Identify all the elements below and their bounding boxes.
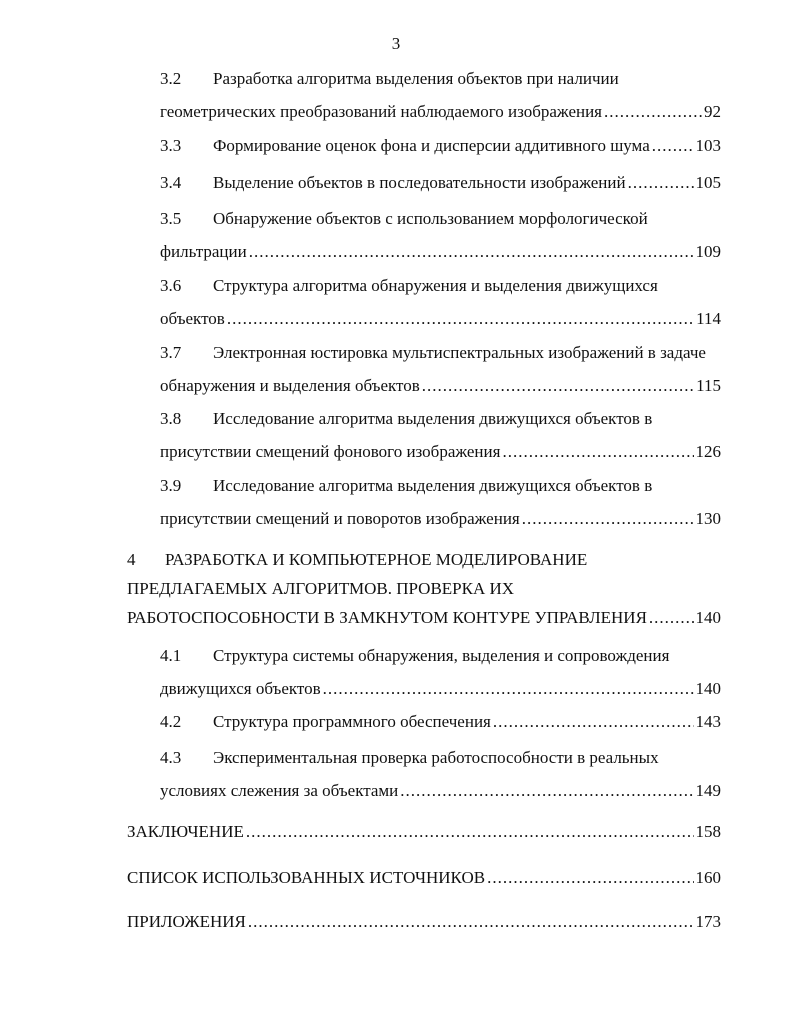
section-number: 3.5 [160,209,182,228]
toc-entry-3-2 [160,64,721,130]
toc-references [127,863,721,893]
section-number: 3.4 [160,173,182,192]
section-title: Структура программного обеспечения [213,712,491,731]
section-number: 3.8 [160,409,182,428]
page-ref: 173 [695,912,721,931]
section-title-line1: Электронная юстировка мультиспектральных изображений в задаче [213,343,706,362]
section-title-line2: фильтрации [160,242,247,261]
page-ref: 140 [695,608,721,627]
entry-title: ЗАКЛЮЧЕНИЕ [127,822,244,841]
entry-title: ПРИЛОЖЕНИЯ [127,912,246,931]
toc-entry-3-4 [160,168,721,198]
toc-entry-4-3 [160,743,721,809]
chapter-title-line1: РАЗРАБОТКА И КОМПЬЮТЕРНОЕ МОДЕЛИРОВАНИЕ [165,550,588,569]
toc-entry-4-1 [160,641,721,707]
dot-leader [246,817,694,847]
page-ref: 160 [695,868,721,887]
section-title-line1: Исследование алгоритма выделения движущихся объектов в [213,476,653,495]
page-ref: 149 [695,781,721,800]
section-number: 4.2 [160,712,182,731]
section-title-line1: Разработка алгоритма выделения объектов при наличии [213,69,619,88]
section-number: 3.7 [160,343,182,362]
section-title: Формирование оценок фона и дисперсии аддитивного шума [213,136,650,155]
dot-leader [493,707,694,737]
toc-entry-3-9 [160,471,721,537]
toc-entry-4-2 [160,707,721,737]
dot-leader [249,234,694,270]
entry-title: СПИСОК ИСПОЛЬЗОВАННЫХ ИСТОЧНИКОВ [127,868,486,887]
section-title-line1: Структура алгоритма обнаружения и выделения движущихся [213,276,658,295]
page-ref: 92 [704,102,721,121]
toc-conclusion [127,817,721,847]
section-number: 4.3 [160,748,182,767]
toc-entry-3-6 [160,271,721,337]
dot-leader [649,603,694,632]
section-title-line1: Обнаружение объектов с использованием морфологической [213,209,648,228]
section-number: 3.2 [160,69,182,88]
toc-appendices [127,907,721,937]
dot-leader [227,301,694,337]
page-ref: 105 [695,173,721,192]
section-title-line1: Структура системы обнаружения, выделения и сопровождения [213,646,670,665]
section-title-line2: объектов [160,309,225,328]
page-ref: 114 [696,309,721,328]
section-number: 4.1 [160,646,182,665]
section-title-line2: движущихся объектов [160,679,321,698]
dot-leader [522,501,694,537]
toc-chapter-4 [127,545,721,632]
page-ref: 103 [695,136,721,155]
section-title: Выделение объектов в последовательности изображений [213,173,626,192]
dot-leader [628,168,694,198]
page-ref: 158 [695,822,721,841]
chapter-title-line3: РАБОТОСПОСОБНОСТИ В ЗАМКНУТОМ КОНТУРЕ УПРАВЛЕНИЯ [127,608,647,627]
page-ref: 143 [695,712,721,731]
dot-leader [248,907,694,937]
section-number: 3.9 [160,476,182,495]
chapter-number: 4 [127,550,136,569]
toc-entry-3-8 [160,404,721,470]
section-title-line2: присутствии смещений фонового изображения [160,442,501,461]
toc-entry-3-3 [160,131,721,161]
page-ref: 115 [696,376,721,395]
section-title-line2: обнаружения и выделения объектов [160,376,420,395]
toc-entry-3-7 [160,338,721,404]
section-title-line1: Исследование алгоритма выделения движущихся объектов в [213,409,653,428]
chapter-title-line2: ПРЕДЛАГАЕМЫХ АЛГОРИТМОВ. ПРОВЕРКА ИХ [127,579,515,598]
section-title-line2: геометрических преобразований наблюдаемого изображения [160,102,602,121]
page-ref: 109 [695,242,721,261]
toc-entry-3-5 [160,204,721,270]
dot-leader [422,368,694,404]
dot-leader [652,131,694,161]
dot-leader [502,434,693,470]
page-ref: 130 [695,509,721,528]
section-title-line2: условиях слежения за объектами [160,781,399,800]
section-number: 3.3 [160,136,182,155]
dot-leader [323,671,694,707]
page-number: 3 [391,34,401,53]
dot-leader [487,863,693,893]
dot-leader [400,773,693,809]
section-number: 3.6 [160,276,182,295]
section-title-line2: присутствии смещений и поворотов изображения [160,509,520,528]
section-title-line1: Экспериментальная проверка работоспособности в реальных [213,748,659,767]
dot-leader [604,94,702,130]
page-ref: 140 [695,679,721,698]
page-ref: 126 [695,442,721,461]
